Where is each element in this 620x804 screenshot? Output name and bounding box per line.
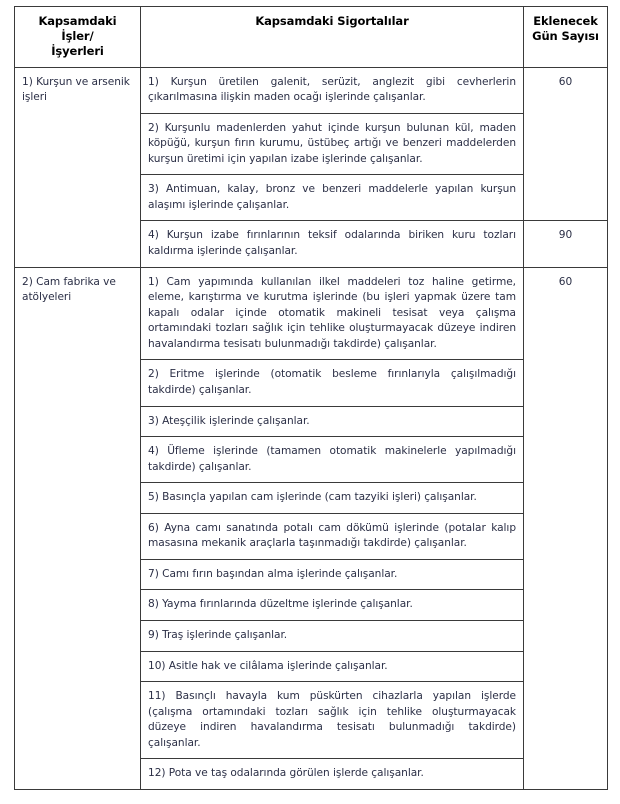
header-cell-scope-works — [15, 7, 141, 68]
category-cell: 2) Cam fabrika ve atölyeleri — [15, 267, 141, 789]
category-cell: 1) Kurşun ve arsenik işleri — [15, 67, 141, 267]
insured-description-cell: 8) Yayma fırınlarında düzeltme işlerinde çalışanlar. — [141, 590, 524, 621]
header-days-line1: Eklenecek — [533, 14, 598, 28]
table-row — [15, 67, 608, 113]
header-days-line2: Gün Sayısı — [532, 29, 599, 44]
insured-description-cell: 10) Asitle hak ve cilâlama işlerinde çalışanlar. — [141, 651, 524, 682]
table-header-row — [15, 7, 608, 68]
insured-description-cell: 7) Camı fırın başından alma işlerinde çalışanlar. — [141, 559, 524, 590]
added-days-cell: 60 — [524, 267, 608, 789]
header-cell-days — [524, 7, 608, 68]
insured-description-cell: 11) Basınçlı havayla kum püskürten cihazlarla yapılan işlerde (çalışma ortamındaki tozları sağlık için tehlike oluşturmayacak düzeye indiren havalandırma tesisatı bulunmadığı takdirde) çalışanlar. — [141, 682, 524, 759]
table-header — [15, 7, 608, 68]
regulation-table — [14, 6, 608, 790]
insured-description-cell: 2) Eritme işlerinde (otomatik besleme fırınlarıyla çalışılmadığı takdirde) çalışanlar. — [141, 360, 524, 406]
table-body — [15, 67, 608, 789]
header-label-line2: İşyerleri — [51, 44, 104, 59]
added-days-cell: 90 — [524, 221, 608, 267]
header-label-line1: Kapsamdaki İşler/ — [38, 14, 117, 44]
insured-description-cell: 1) Kurşun üretilen galenit, serüzit, anglezit gibi cevherlerin çıkarılmasına ilişkin maden ocağı işlerinde çalışanlar. — [141, 67, 524, 113]
added-days-cell: 60 — [524, 67, 608, 221]
insured-description-cell: 6) Ayna camı sanatında potalı cam dökümü işlerinde (potalar kalıp masasına mekanik araçlarla taşınmadığı takdirde) çalışanlar. — [141, 513, 524, 559]
insured-description-cell: 12) Pota ve taş odalarında görülen işlerde çalışanlar. — [141, 759, 524, 790]
insured-description-cell: 4) Kurşun izabe fırınlarının teksif odalarında biriken kuru tozları kaldırma işlerinde çalışanlar. — [141, 221, 524, 267]
insured-description-cell: 1) Cam yapımında kullanılan ilkel maddeleri toz haline getirme, eleme, karıştırma ve kurutma işlerinde (bu işleri yapmak üzere tam kapalı odalar içinde otomatik makineli tesisat veya çalışma ortamındaki tozları sağlık için tehlike oluşturmayacak düzeye indiren havalandırma tesisatı bulunmadığı takdirde) çalışanlar. — [141, 267, 524, 360]
insured-description-cell: 9) Traş işlerinde çalışanlar. — [141, 621, 524, 652]
insured-description-cell: 2) Kurşunlu madenlerden yahut içinde kurşun bulunan kül, maden köpüğü, kurşun fırın kurumu, üstübeç artığı ve benzeri maddelerden kurşun üretimi için yapılan izabe işlerinde çalışanlar. — [141, 113, 524, 175]
insured-description-cell: 4) Üfleme işlerinde (tamamen otomatik makinelerle yapılmadığı takdirde) çalışanlar. — [141, 437, 524, 483]
table-row — [15, 267, 608, 360]
insured-description-cell: 3) Ateşçilik işlerinde çalışanlar. — [141, 406, 524, 437]
header-cell-insured: Kapsamdaki Sigortalılar — [141, 7, 524, 68]
insured-description-cell: 3) Antimuan, kalay, bronz ve benzeri maddelerle yapılan kurşun alaşımı işlerinde çalışanlar. — [141, 175, 524, 221]
insured-description-cell: 5) Basınçla yapılan cam işlerinde (cam tazyiki işleri) çalışanlar. — [141, 483, 524, 514]
